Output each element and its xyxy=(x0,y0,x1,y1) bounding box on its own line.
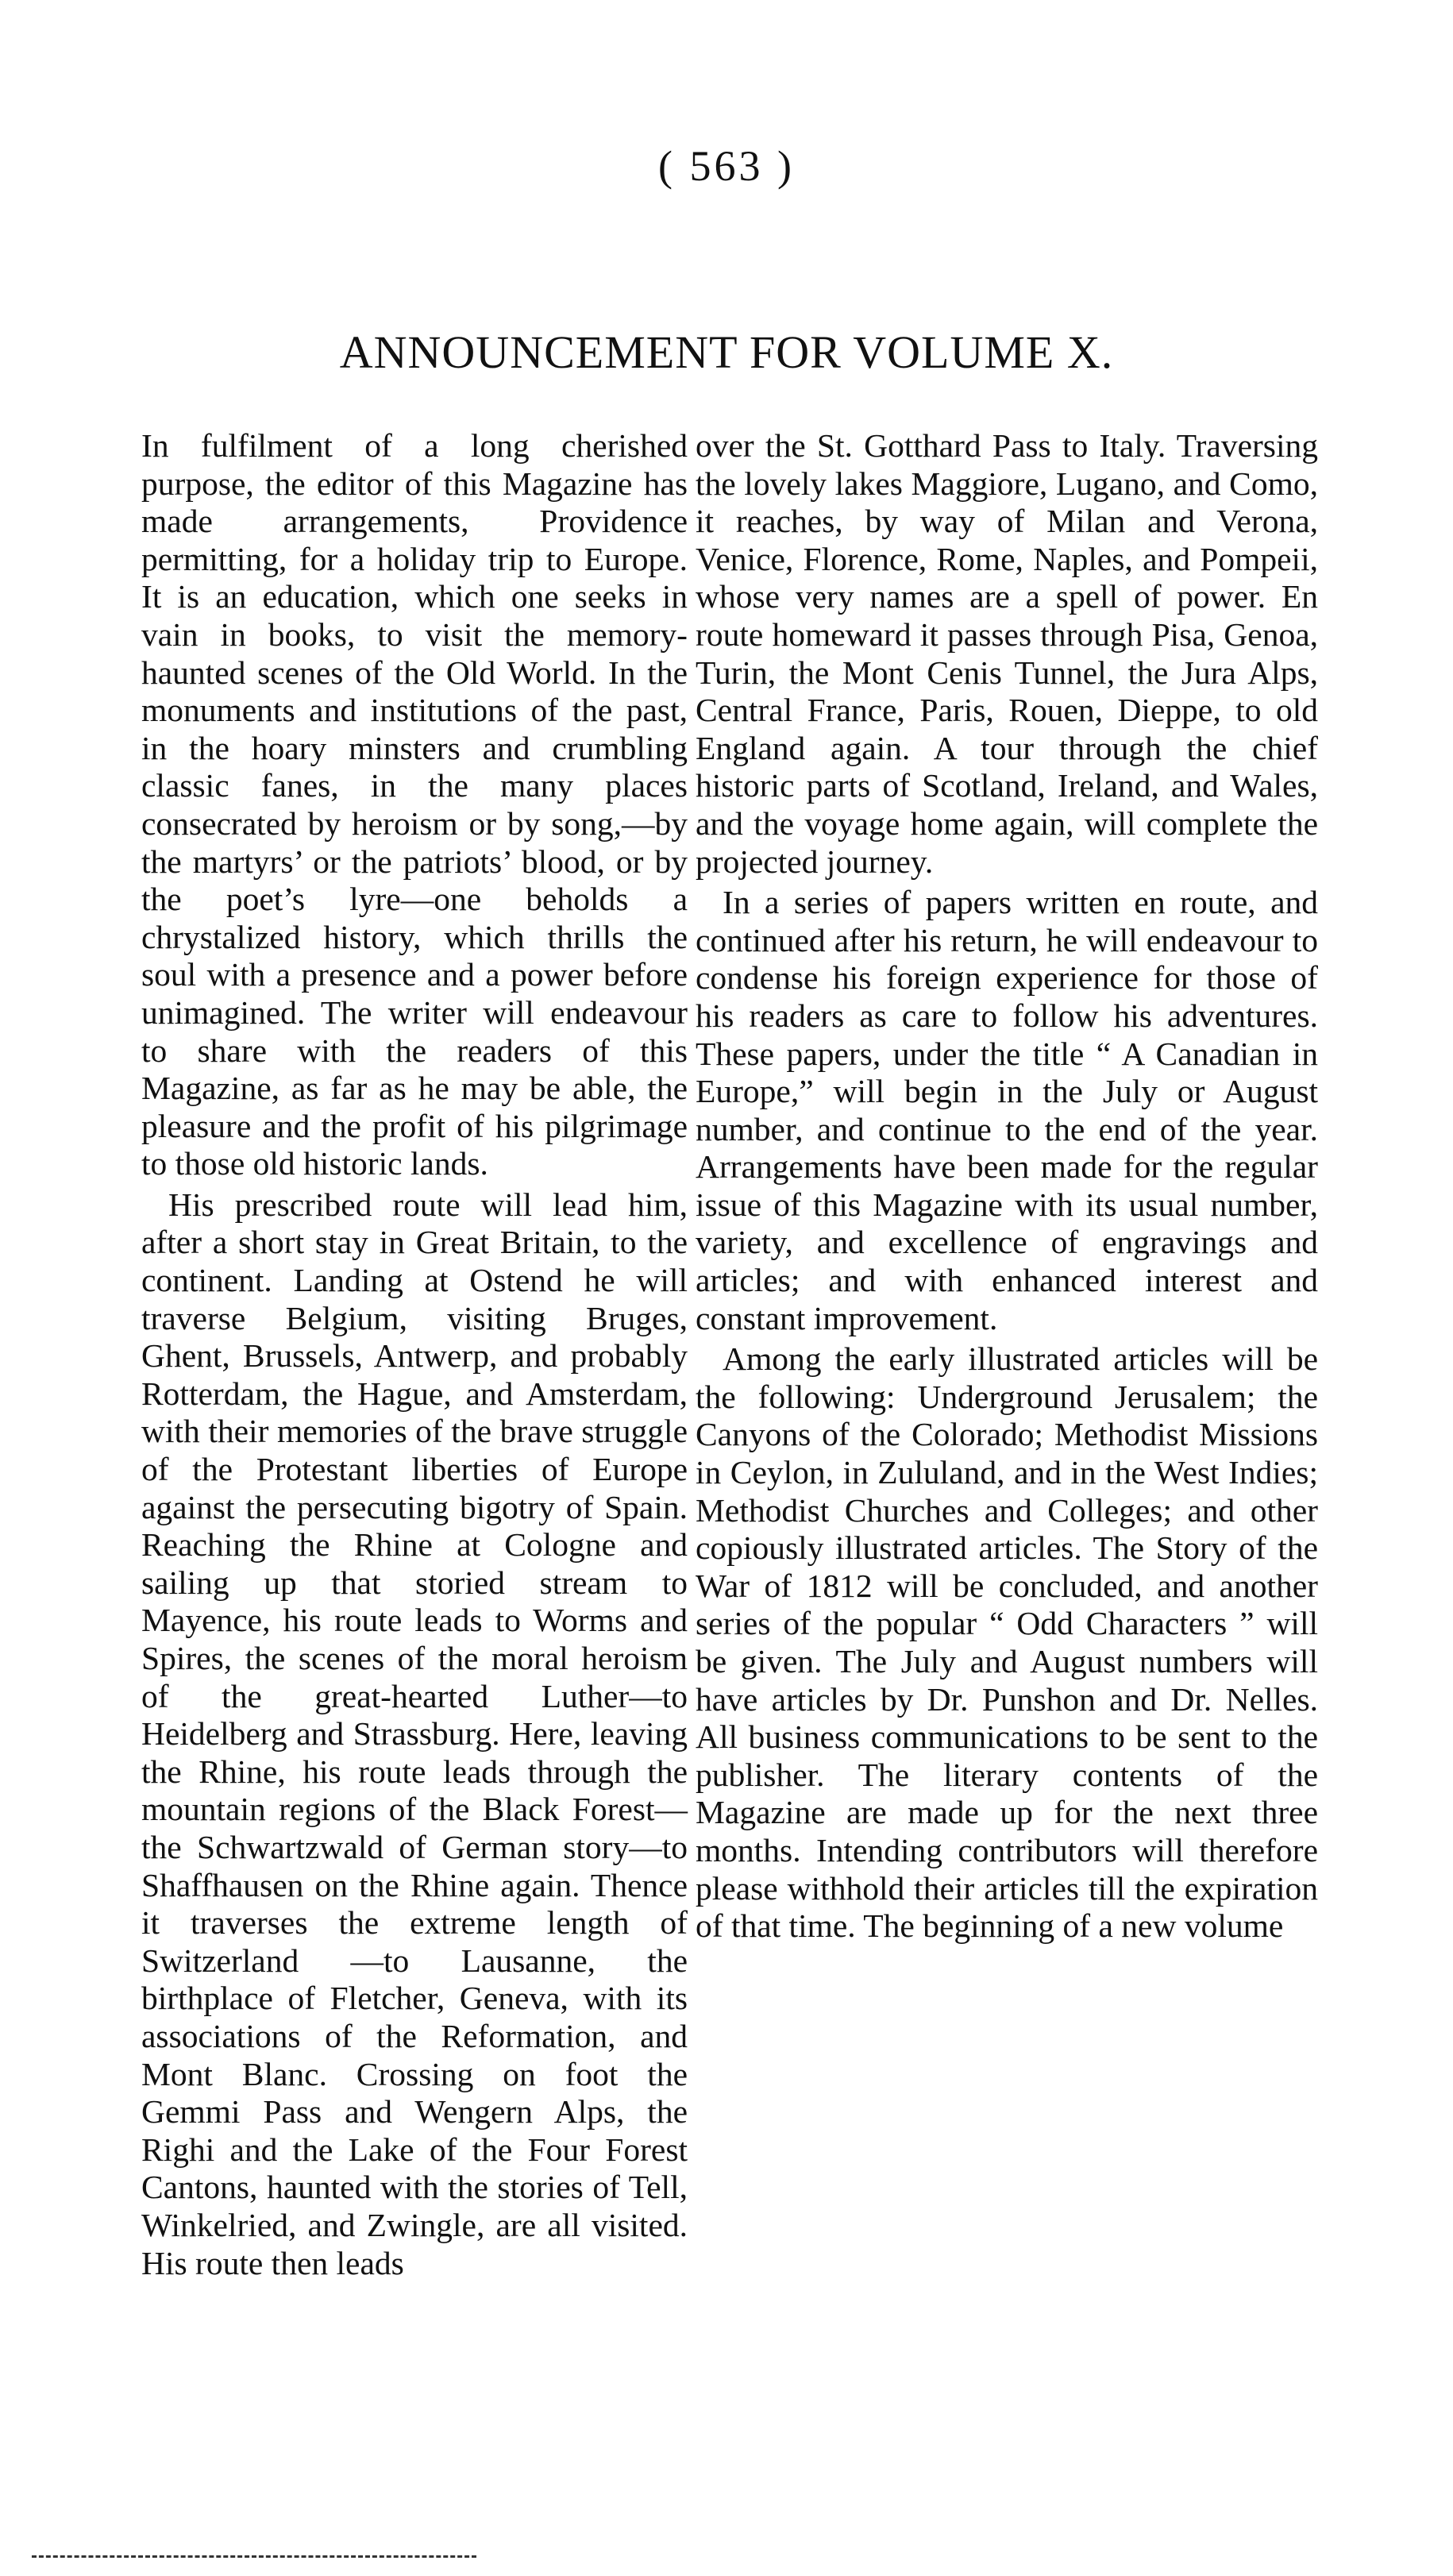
paragraph: Among the early illustrated articles will be the following: Underground Jerusalem; the Canyons of the Colorado; Methodist Missions in Ceylon, in Zululand, and in the West Indies; Methodist Churches and Colleges; and other copiously illustrated articles. The Story of the War of 1812 will be concluded, and another series of the popular “ Odd Characters ” will be given. The July and August numbers will have articles by Dr. Punshon and Dr. Nelles. All business communications to be sent to the publisher. The literary contents of the Magazine are made up for the next three months. Intending contributors will therefore please withhold their articles till the expiration of that time. The beginning of a new volume xyxy=(696,1340,1318,1945)
right-column xyxy=(696,427,1318,1945)
footer-rule xyxy=(32,2555,476,2558)
page-title: ANNOUNCEMENT FOR VOLUME X. xyxy=(339,326,1114,378)
left-column xyxy=(141,427,688,2282)
paragraph: over the St. Gotthard Pass to Italy. Traversing the lovely lakes Maggiore, Lugano, and Como, it reaches, by way of Milan and Verona, Venice, Florence, Rome, Naples, and Pompeii, whose very names are a spell of power. En route homeward it passes through Pisa, Genoa, Turin, the Mont Cenis Tunnel, the Jura Alps, Central France, Paris, Rouen, Dieppe, to old England again. A tour through the chief historic parts of Scotland, Ireland, and Wales, and the voyage home again, will complete the projected journey. xyxy=(696,427,1318,880)
paragraph: In fulfilment of a long cherished purpose, the editor of this Magazine has made arrangements, Providence permitting, for a holiday trip to Europe. It is an education, which one seeks in vain in books, to visit the memory-haunted scenes of the Old World. In the monuments and institutions of the past, in the hoary minsters and crumbling classic fanes, in the many places consecrated by heroism or by song,—by the martyrs’ or the patriots’ blood, or by the poet’s lyre—one beholds a chrystalized history, which thrills the soul with a presence and a power before unimagined. The writer will endeavour to share with the readers of this Magazine, as far as he may be able, the pleasure and the profit of his pilgrimage to those old historic lands. xyxy=(141,427,688,1182)
page-number: ( 563 ) xyxy=(658,142,795,190)
paragraph: His prescribed route will lead him, after a short stay in Great Britain, to the continent. Landing at Ostend he will traverse Belgium, visiting Bruges, Ghent, Brussels, Antwerp, and probably Rotterdam, the Hague, and Amsterdam, with their memories of the brave struggle of the Protestant liberties of Europe against the persecuting bigotry of Spain. Reaching the Rhine at Cologne and sailing up that storied stream to Mayence, his route leads to Worms and Spires, the scenes of the moral heroism of the great-hearted Luther—to Heidelberg and Strassburg. Here, leaving the Rhine, his route leads through the mountain regions of the Black Forest—the Schwartzwald of German story—to Shaffhausen on the Rhine again. Thence it traverses the extreme length of Switzerland —to Lausanne, the birthplace of Fletcher, Geneva, with its associations of the Reformation, and Mont Blanc. Crossing on foot the Gemmi Pass and Wengern Alps, the Righi and the Lake of the Four Forest Cantons, haunted with the stories of Tell, Winkelried, and Zwingle, are all visited. His route then leads xyxy=(141,1186,688,2281)
paragraph: In a series of papers written en route, and continued after his return, he will endeavour to condense his foreign experience for those of his readers as care to follow his adventures. These papers, under the title “ A Canadian in Europe,” will begin in the July or August number, and continue to the end of the year. Arrangements have been made for the regular issue of this Magazine with its usual number, variety, and excellence of engravings and articles; and with enhanced interest and constant improvement. xyxy=(696,884,1318,1336)
